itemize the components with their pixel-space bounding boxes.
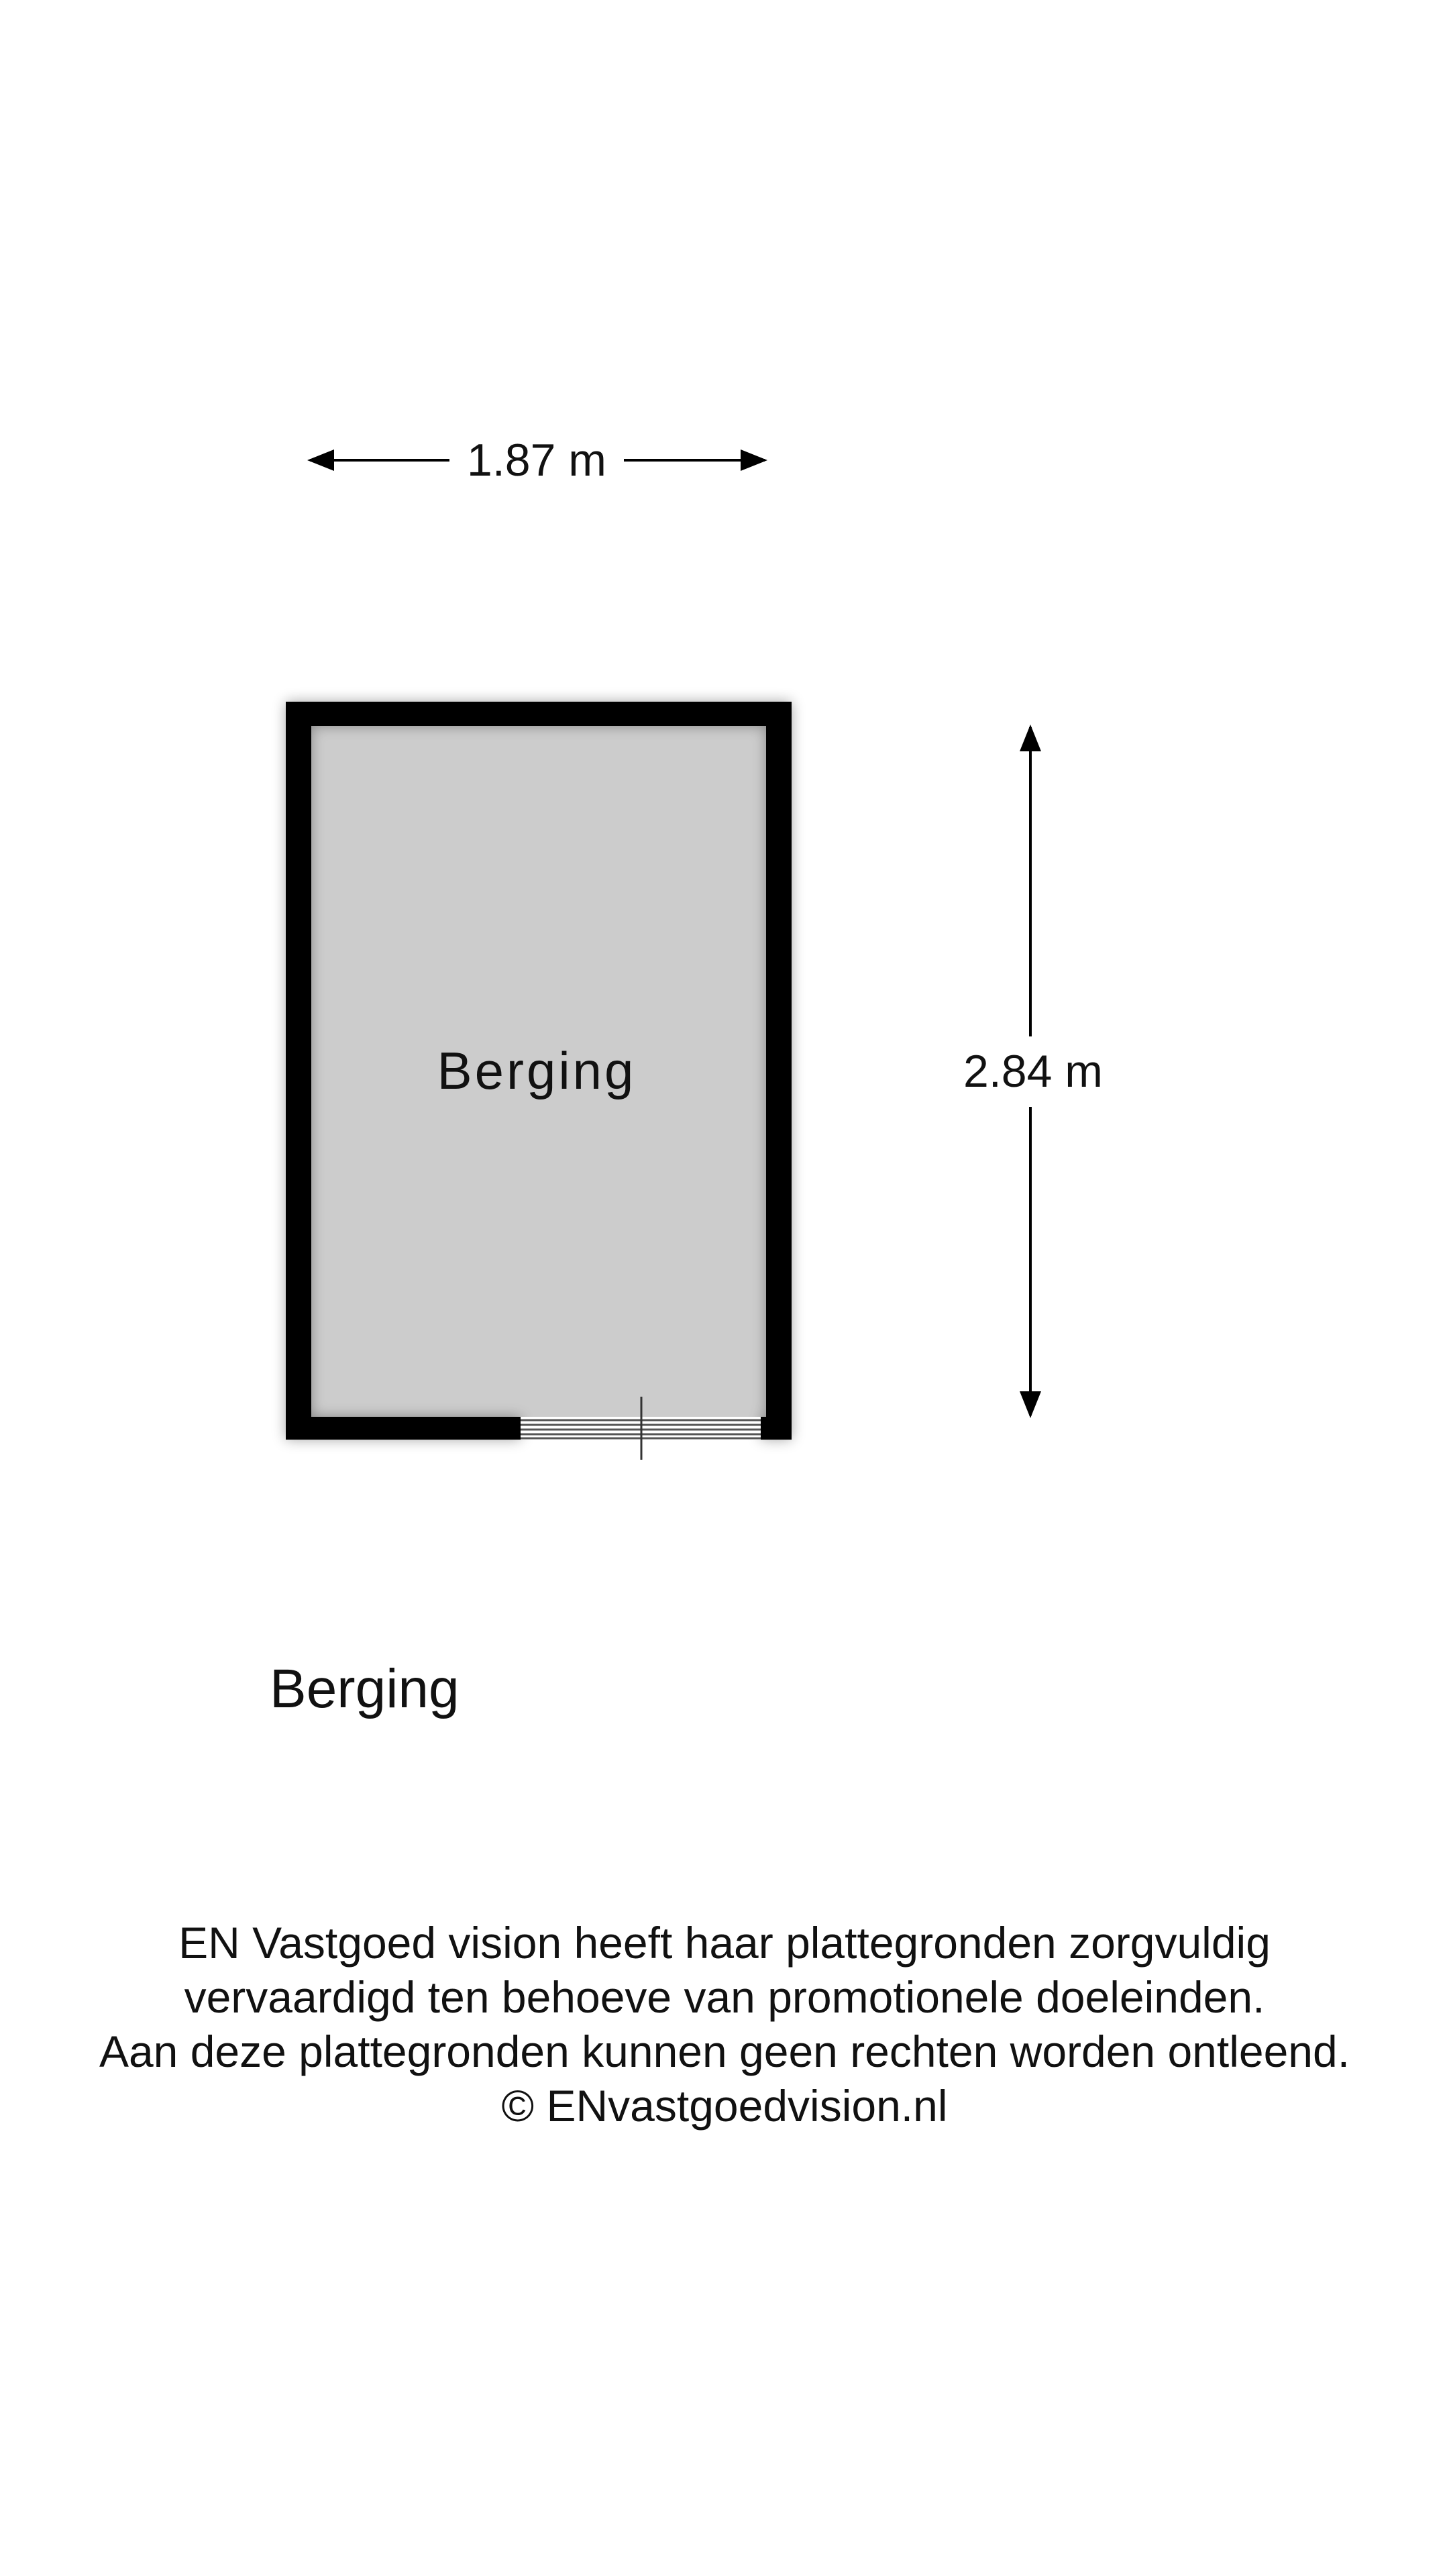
- disclaimer-text: [0, 1916, 1449, 2133]
- disclaimer-line: EN Vastgoed vision heeft haar plattegronden zorgvuldig: [178, 1918, 1271, 1968]
- wall-bottom-left: [286, 1417, 521, 1440]
- disclaimer-line: vervaardigd ten behoeve van promotionele doeleinden.: [184, 1972, 1265, 2022]
- floor-title: Berging: [270, 1658, 460, 1719]
- copyright-line: © ENvastgoedvision.nl: [501, 2081, 948, 2131]
- wall-top: [286, 702, 792, 726]
- wall-right: [766, 702, 792, 1440]
- wall-bottom-right: [761, 1417, 792, 1440]
- width-dimension-label: 1.87 m: [449, 433, 624, 487]
- height-dimension-label: 2.84 m: [949, 1044, 1117, 1098]
- room-name-label: Berging: [437, 1041, 637, 1100]
- wall-left: [286, 702, 311, 1440]
- disclaimer-line: Aan deze plattegronden kunnen geen rechten worden ontleend.: [99, 2027, 1350, 2076]
